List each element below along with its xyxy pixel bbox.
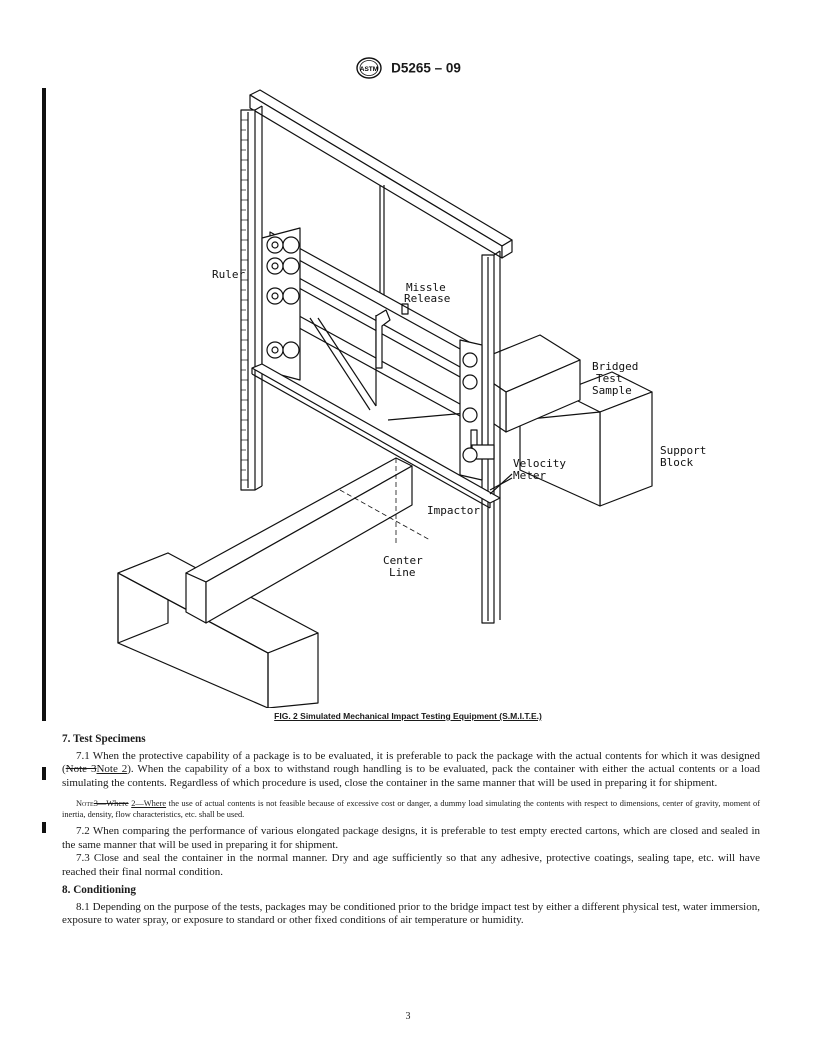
label-velocity-meter: Velocity	[513, 457, 566, 470]
body-text	[62, 733, 760, 928]
label-support-block: Block	[660, 456, 694, 469]
label-missile-release: Release	[404, 292, 451, 305]
label-bridged-test-sample: Test	[596, 372, 623, 385]
label-center-line: Line	[389, 566, 416, 579]
label-impactor: Impactor	[427, 504, 480, 517]
paragraph-7-1: 7.1 When the protective capability of a package is to be evaluated, it is preferable to pack the package with the actual contents for which it was designed (Note 3Note 2). When the capability of a box to withstand rough handling is to be evaluated, pack the container with either the actual contents or a load simulating the contents. Regardless of which procedure is used, close the container in the same manner that will be used in preparing it for shipment.	[62, 749, 760, 789]
label-bridged-test-sample: Bridged	[592, 360, 639, 373]
astm-logo-icon	[355, 56, 383, 80]
paragraph-7-3: 7.3 Close and seal the container in the normal manner. Dry and age sufficiently so that any adhesive, protective coatings, sealing tape, etc. will have reached their final normal condition.	[62, 852, 760, 878]
label-center-line: Center	[383, 554, 423, 567]
section-heading: 7. Test Specimens	[62, 733, 146, 745]
label-support-block: Support	[660, 444, 707, 457]
figure-caption: FIG. 2 Simulated Mechanical Impact Testing Equipment (S.M.I.T.E.)	[274, 711, 542, 721]
inserted-reference: Note 2	[96, 763, 128, 775]
paragraph-7-2: 7.2 When comparing the performance of various elongated package designs, it is preferable to test empty erected cartons, which are closed and sealed in the same manner that will be used in preparing it for shipment.	[62, 825, 760, 851]
section-heading: 8. Conditioning	[62, 884, 136, 896]
change-bar	[42, 88, 46, 721]
page-number: 3	[405, 1011, 411, 1022]
label-ruler: Ruler	[212, 268, 246, 281]
label-bridged-test-sample: Sample	[592, 384, 632, 397]
change-bar	[42, 767, 46, 780]
note-2: Note3—Where 2—Where the use of actual contents is not feasible because of excessive cost or danger, a dummy load simulating the contents with respect to dimensions, center of gravity, moment of inertia, density, flow characteristics, etc. shall be used.	[62, 799, 761, 819]
deleted-reference: Note 3	[65, 763, 97, 775]
page-header	[0, 56, 816, 80]
label-velocity-meter: Meter	[513, 469, 547, 482]
change-bar	[42, 822, 46, 833]
smite-figure	[100, 88, 720, 708]
svg-text:ASTM: ASTM	[359, 66, 379, 73]
document-designation: D5265 – 09	[391, 60, 461, 76]
paragraph-8-1: 8.1 Depending on the purpose of the tests, packages may be conditioned prior to the bridge impact test by either a different physical test, water immersion, exposure to water spray, or exposure to standard or other fixed conditions of air temperature or humidity.	[62, 900, 760, 926]
label-missile-release: Missle	[406, 281, 446, 294]
